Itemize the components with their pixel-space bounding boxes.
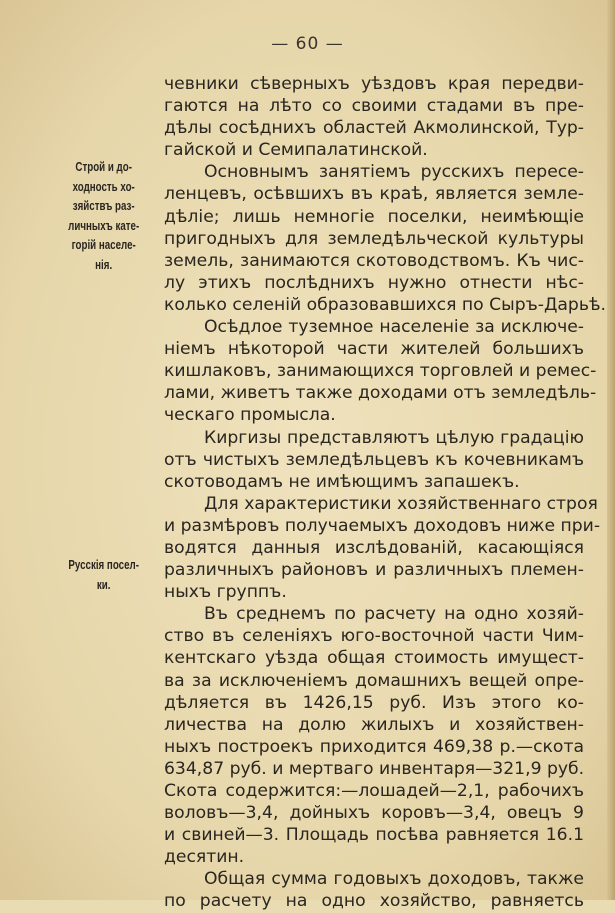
main-text (164, 73, 606, 913)
margin-note-line: зяйствъ раз- (72, 199, 135, 213)
text-line: воловъ—3,4, дойныхъ коровъ—3,4, овецъ 9 (164, 803, 584, 824)
paragraph (164, 868, 584, 912)
margin-note-structure (60, 158, 147, 275)
paragraph (164, 73, 584, 161)
margin-note-line: горій населе- (71, 238, 136, 252)
margin-note-line: нія. (95, 257, 113, 272)
text-line: лу этихъ послѣднихъ нужно отнести нѣс- (164, 272, 584, 293)
paragraph (164, 427, 584, 493)
text-line: Для характеристики хозяйственнаго строя (204, 493, 598, 514)
text-line: кентскаго уѣзда общая стоимость имущест- (164, 648, 584, 669)
text-line: колько селеній образовавшихся по Сыръ-Дарьѣ. (164, 294, 606, 315)
text-line: ніемъ нѣкоторой части жителей большихъ (164, 339, 584, 360)
text-line: отъ чистыхъ земледѣльцевъ къ кочевникамъ (164, 449, 584, 470)
text-line: дѣляется въ 1426,15 руб. Изъ этого ко- (164, 692, 584, 713)
text-line: 634,87 руб. и мертваго инвентаря—321,9 руб. (164, 758, 585, 779)
paragraph (164, 603, 584, 868)
paragraph (164, 493, 601, 603)
text-line: земель, занимаются скотоводствомъ. Къ чис- (164, 250, 584, 271)
page-edge (607, 0, 615, 900)
text-line: ческаго промысла. (164, 405, 336, 426)
text-line: десятин. (164, 847, 245, 868)
text-line: по расчету на одно хозяйство, равняетсь (164, 891, 584, 912)
text-line: чевники сѣверныхъ уѣздовъ края передви- (164, 74, 584, 94)
text-line: водятся данныя изслѣдованій, касающіяся (164, 537, 584, 558)
paragraph (164, 161, 606, 316)
text-line: скотоводамъ не имѣющимъ запашекъ. (164, 471, 520, 492)
text-line: Скота содержится:—лошадей—2,1, рабочихъ (164, 781, 584, 801)
margin-note-line: личныхъ кате- (68, 218, 140, 233)
text-line: и свиней—3. Площадь посѣва равняется 16.1 (164, 825, 584, 846)
margin-note-line: Строй и до- (75, 160, 132, 174)
margin-note-russian-settlements (60, 556, 147, 595)
paragraph (164, 316, 597, 426)
page-number: — 60 — (271, 34, 344, 54)
margin-note-line: ходность хо- (72, 179, 135, 194)
text-line: ленцевъ, осѣвшихъ въ краѣ, является земле- (164, 184, 584, 205)
margin-note-line: ки. (96, 577, 111, 592)
text-line: Осѣдлое туземное населеніе за исключе- (204, 317, 584, 338)
text-line: кишлаковъ, занимающихся торговлей и ремес- (164, 361, 597, 382)
text-line: дѣлы сосѣднихъ областей Акмолинской, Тур- (164, 118, 584, 139)
text-line: ва за исключеніемъ домашнихъ вещей опре- (164, 670, 584, 691)
text-line: личества на долю жилыхъ и хозяйствен- (164, 714, 584, 735)
text-line: дѣліе; лишь немногіе поселки, неимѣющіе (164, 206, 584, 227)
margin-note-line: Русскія посел- (68, 558, 139, 572)
text-line: гайской и Семипалатинской. (164, 140, 428, 161)
text-line: Киргизы представляютъ цѣлую градацію (204, 427, 584, 448)
text-line: Общая сумма годовыхъ доходовъ, также (204, 869, 584, 890)
text-line: и размѣровъ получаемыхъ доходовъ ниже при- (164, 515, 601, 536)
text-line: различныхъ районовъ и различныхъ племен- (164, 560, 584, 581)
text-line: Основнымъ занятіемъ русскихъ пересе- (204, 162, 584, 183)
text-line: лами, живетъ также доходами отъ земледѣль- (164, 383, 597, 404)
text-line: ныхъ группъ. (164, 582, 287, 603)
text-line: ныхъ построекъ приходится 469,38 р.—скота (164, 736, 584, 757)
text-line: гаются на лѣто со своими стадами въ пре- (164, 96, 584, 117)
text-line: пригодныхъ для земледѣльческой культуры (164, 228, 584, 249)
text-line: Въ среднемъ по расчету на одно хозяй- (204, 604, 584, 625)
text-line: ство въ селеніяхъ юго-восточной части Чим- (164, 626, 584, 647)
